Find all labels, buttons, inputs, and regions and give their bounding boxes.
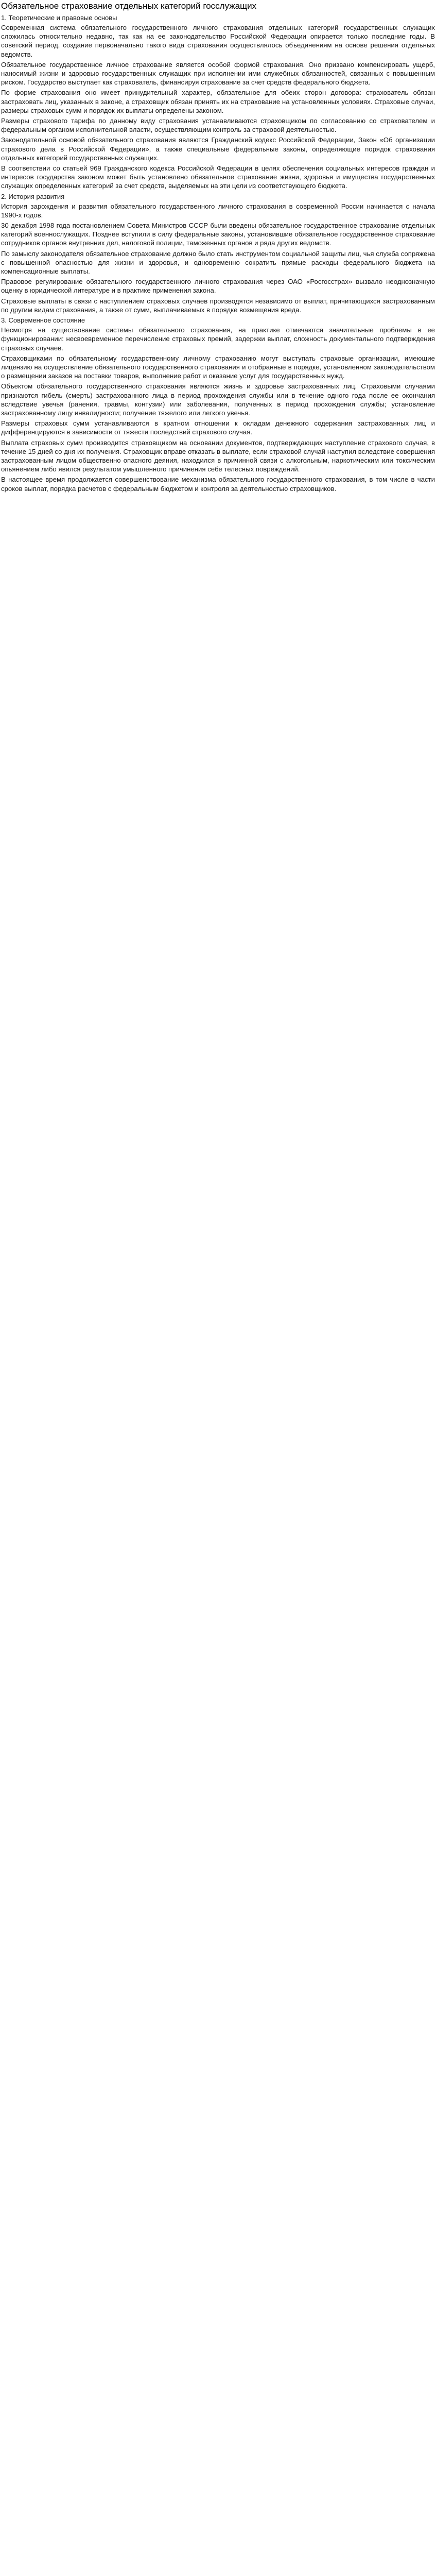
- body-paragraph: В соответствии со статьей 969 Гражданского кодекса Российской Федерации в целях обеспечения социальных интересов граждан и интересов государства законом может быть установлено обязательное страхование жизни, здоровья и имущества государственных служащих определенных категорий за счет средств, выделяемых на эти цели из соответствующего бюджета.: [1, 164, 435, 190]
- body-paragraph: Современная система обязательного государственного личного страхования отдельных категорий государственных служащих сложилась относительно недавно, так как на ее законодательство Российской Федерации опирается только последние годы. В советский период, создание первоначально такого вида страхования осуществлялось объединениям на основе решения отдельных ведомств.: [1, 24, 435, 58]
- body-paragraph: Несмотря на существование системы обязательного страхования, на практике отмечаются значительные проблемы в ее функционировании: несвоевременное перечисление страховых премий, задержки выплат, сложность документального подтверждения страховых случаев.: [1, 326, 435, 352]
- section-heading: 2. История развития: [1, 192, 65, 200]
- body-paragraph: По замыслу законодателя обязательное страхование должно было стать инструментом социальной защиты лиц, чья служба сопряжена с повышенной опасностью для жизни и здоровья, и одновременно сократить прямые расходы федерального бюджета на компенсационные выплаты.: [1, 249, 435, 276]
- body-paragraph: Страховщиками по обязательному государственному личному страхованию могут выступать страховые организации, имеющие лицензию на осуществление обязательного государственного страхования и отобранные в порядке, установленном законодательством о размещении заказов на поставки товаров, выполнение работ и оказание услуг для государственных нужд.: [1, 354, 435, 380]
- section-heading: 1. Теоретические и правовые основы: [1, 14, 117, 22]
- body-paragraph: Объектом обязательного государственного страхования являются жизнь и здоровье застрахованных лиц. Страховыми случаями признаются гибель (смерть) застрахованного лица в период прохождения службы или в течение одного года после ее окончания вследствие увечья (ранения, травмы, контузии) или заболевания, полученных в период прохождения службы; установление застрахованному лицу инвалидности; получение тяжелого или легкого увечья.: [1, 382, 435, 417]
- body-paragraph: История зарождения и развития обязательного государственного личного страхования в современной России начинается с начала 1990-х годов.: [1, 202, 435, 219]
- body-paragraph: В настоящее время продолжается совершенствование механизма обязательного государственного страхования, в том числе в части сроков выплат, порядка расчетов с федеральным бюджетом и контроля за деятельностью страховщиков.: [1, 476, 435, 493]
- section-heading: 3. Современное состояние: [1, 316, 85, 325]
- document-body: [1, 13, 435, 493]
- body-paragraph: По форме страхования оно имеет принудительный характер, обязательное для обеих сторон договора: страхователь обязан застраховать лиц, указанных в законе, а страховщик обязан принять их на страхование на установленных условиях. Страховые случаи, размеры страховых сумм и порядок их выплаты определены законом.: [1, 89, 435, 114]
- body-paragraph: Правовое регулирование обязательного государственного личного страхования через ОАО «Росгосстрах» вызвало неоднозначную оценку в юридической литературе и в практике применения закона.: [1, 278, 435, 295]
- page-title: Обязательное страхование отдельных категорий госслужащих: [1, 1, 257, 11]
- body-paragraph: Размеры страхового тарифа по данному виду страхования устанавливаются страховщиком по согласованию со страхователем и федеральным органом исполнительной власти, осуществляющим контроль за страховой деятельностью.: [1, 117, 435, 134]
- body-paragraph: 30 декабря 1998 года постановлением Совета Министров СССР были введены обязательное государственное страхование отдельных категорий военнослужащих. Позднее вступили в силу федеральные законы, установившие обязательное государственное страхование сотрудников органов внутренних дел, налоговой полиции, таможенных органов и ряда других ведомств.: [1, 222, 435, 247]
- body-paragraph: Обязательное государственное личное страхование является особой формой страхования. Оно призвано компенсировать ущерб, наносимый жизни и здоровью государственных служащих при исполнении ими служебных обязанностей, связанных с повышенным риском. Государство выступает как страхователь, финансируя страхование за счет средств федерального бюджета.: [1, 60, 435, 87]
- body-paragraph: Размеры страховых сумм устанавливаются в кратном отношении к окладам денежного содержания застрахованных лиц и дифференцируются в зависимости от тяжести последствий страхового случая.: [1, 419, 435, 436]
- body-paragraph: Законодательной основой обязательного страхования являются Гражданский кодекс Российской Федерации, Закон «Об организации страхового дела в Российской Федерации», а также специальные федеральные законы, определяющие порядок страхования отдельных категорий государственных служащих.: [1, 136, 435, 162]
- body-paragraph: Страховые выплаты в связи с наступлением страховых случаев производятся независимо от выплат, причитающихся застрахованным по другим видам страхования, а также от сумм, выплачиваемых в порядке возмещения вреда.: [1, 297, 435, 314]
- body-paragraph: Выплата страховых сумм производится страховщиком на основании документов, подтверждающих наступление страхового случая, в течение 15 дней со дня их получения. Страховщик вправе отказать в выплате, если страховой случай наступил вследствие совершения застрахованным лицом общественно опасного деяния, находился в причинной связи с алкогольным, наркотическим или токсическим опьянением либо явился результатом умышленного причинения себе телесных повреждений.: [1, 438, 435, 473]
- document-page: [0, 0, 436, 505]
